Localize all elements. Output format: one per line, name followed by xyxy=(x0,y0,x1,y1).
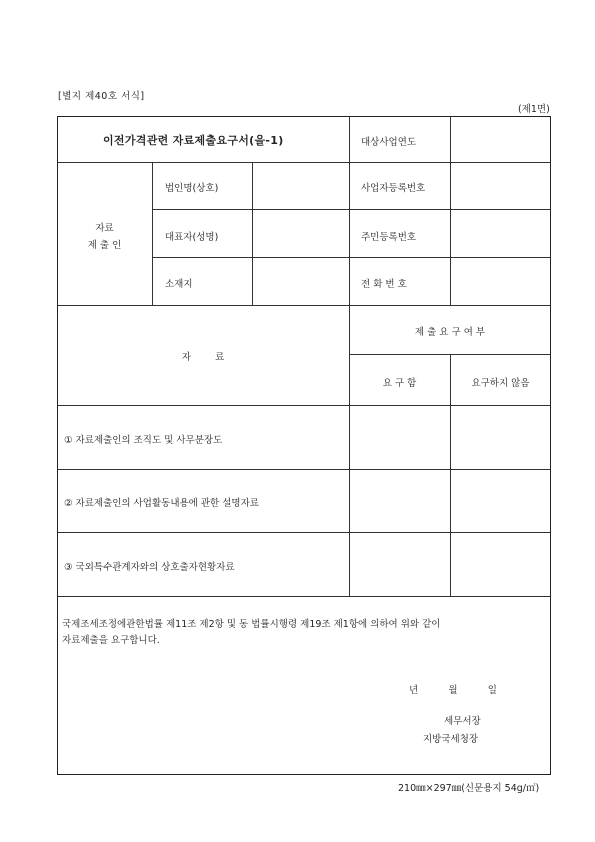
requested-label: 요 구 함 xyxy=(382,378,417,389)
corp-name-field[interactable] xyxy=(253,163,349,209)
statement-line2: 자료제출을 요구합니다. xyxy=(62,635,160,646)
item1-not-requested-checkbox[interactable] xyxy=(451,406,550,469)
statement-line1: 국제조세조정에관한법률 제11조 제2항 및 동 법률시행령 제19조 제1항에 의하여 위와 같이 xyxy=(62,619,441,630)
material-item: ③ 국외특수관계자와의 상호출자현황자료 xyxy=(64,562,235,573)
legal-statement xyxy=(62,617,440,649)
biz-reg-no-label: 사업자등록번호 xyxy=(361,183,426,194)
item2-requested-checkbox[interactable] xyxy=(350,470,450,532)
address-label: 소재지 xyxy=(165,279,193,290)
resident-reg-no-label: 주민등록번호 xyxy=(361,232,417,243)
item2-not-requested-checkbox[interactable] xyxy=(451,470,550,532)
paper-spec: 210㎜×297㎜(신문용지 54g/㎡) xyxy=(398,783,540,794)
resident-reg-no-field[interactable] xyxy=(451,210,550,257)
target-year-label: 대상사업연도 xyxy=(361,137,417,148)
divider xyxy=(152,162,153,305)
page-number: (제1면) xyxy=(518,104,550,115)
item1-requested-checkbox[interactable] xyxy=(350,406,450,469)
date-line: 년 월 일 xyxy=(409,685,497,696)
submitter-label-line2: 제 출 인 xyxy=(87,240,122,251)
target-year-field[interactable] xyxy=(451,117,550,162)
signer-tax-office: 세무서장 xyxy=(444,716,481,727)
phone-field[interactable] xyxy=(451,258,550,305)
representative-field[interactable] xyxy=(253,210,349,257)
representative-label: 대표자(성명) xyxy=(165,232,219,243)
divider xyxy=(57,596,551,597)
material-item: ① 자료제출인의 조직도 및 사무분장도 xyxy=(64,435,223,446)
divider xyxy=(57,305,551,306)
signer-regional-office: 지방국세청장 xyxy=(423,734,479,745)
corp-name-label: 법인명(상호) xyxy=(165,183,219,194)
address-field[interactable] xyxy=(253,258,349,305)
submitter-label-line1: 자료 xyxy=(95,223,114,234)
phone-label: 전 화 번 호 xyxy=(361,279,407,290)
submitter-section-label xyxy=(57,220,152,254)
item3-requested-checkbox[interactable] xyxy=(350,533,450,596)
materials-column-header: 자 료 xyxy=(181,352,225,363)
item3-not-requested-checkbox[interactable] xyxy=(451,533,550,596)
form-number: [별지 제40호 서식] xyxy=(58,91,145,102)
request-status-header: 제 출 요 구 여 부 xyxy=(414,327,486,338)
material-item: ② 자료제출인의 사업활동내용에 관한 설명자료 xyxy=(64,498,259,509)
form-title: 이전가격관련 자료제출요구서(을-1) xyxy=(103,134,284,147)
not-requested-label: 요구하지 않음 xyxy=(471,378,530,389)
biz-reg-no-field[interactable] xyxy=(451,163,550,209)
